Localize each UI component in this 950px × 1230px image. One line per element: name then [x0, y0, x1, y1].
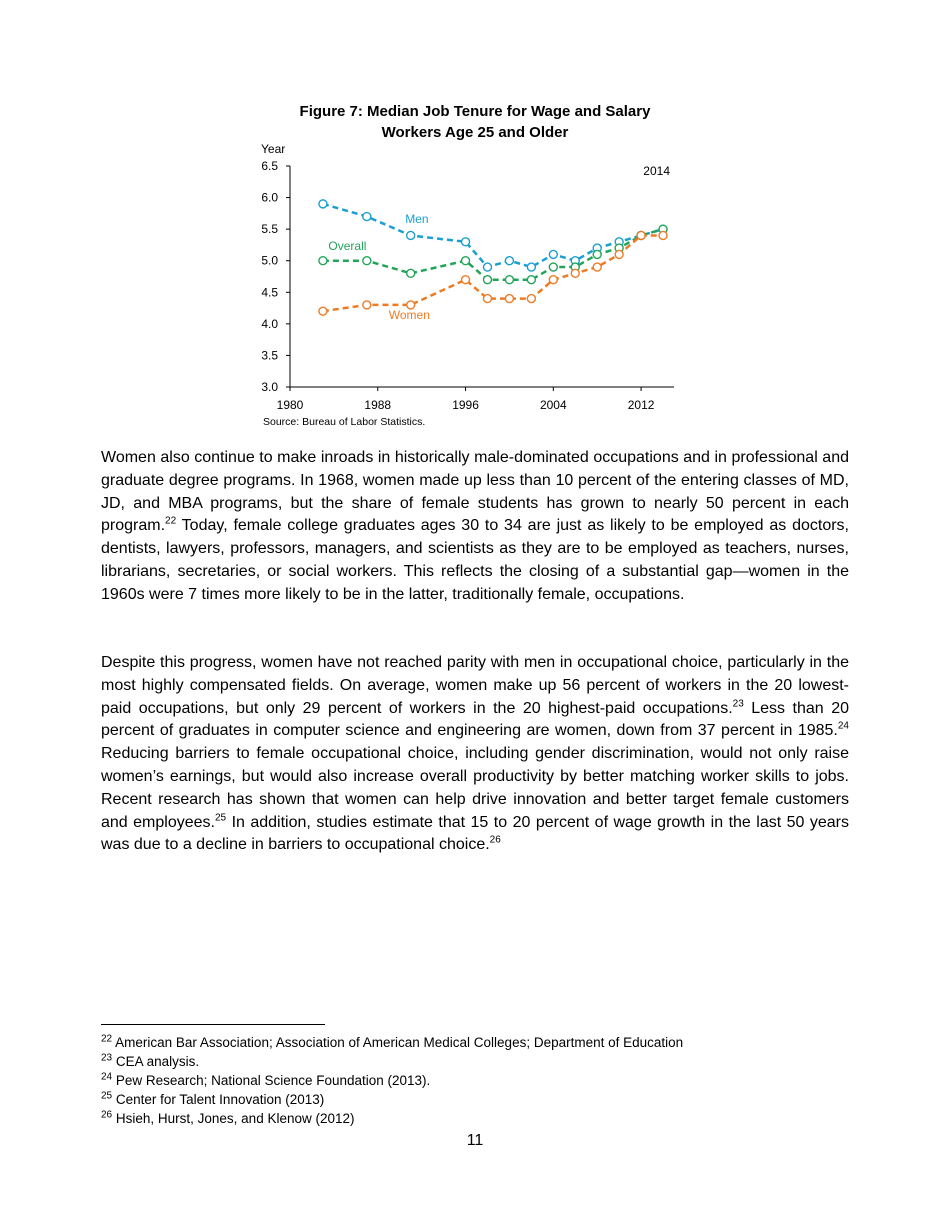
footnote-number: 25 — [101, 1090, 113, 1102]
x-tick-label: 2012 — [627, 398, 655, 412]
paragraph-1-text-2: Today, female college graduates ages 30 to 34 are just as likely to be employed as doctors, dentists, lawyers, professors, managers, and scientists as they are to be employed as teachers, nurses, librarians, secretaries, or social workers. This reflects the closing of a substantial gap—women in the 1960s were 7 times more likely to be in the latter, traditionally female, occupations. — [101, 517, 849, 603]
y-tick-label: 6.0 — [261, 190, 278, 205]
data-point-overall — [462, 257, 470, 265]
footnote-24 — [101, 1072, 430, 1090]
footnote-number: 23 — [101, 1052, 113, 1064]
paragraph-2 — [101, 652, 849, 857]
x-tick-label: 2004 — [539, 398, 567, 412]
footnote-ref-22[interactable]: 22 — [165, 516, 177, 528]
footnote-25 — [101, 1091, 324, 1109]
data-point-women — [571, 269, 579, 277]
x-tick-label: 1980 — [276, 398, 304, 412]
paragraph-1-text-1: Women also continue to make inroads in historically male-dominated occupations and in professional and graduate degree programs. In 1968, women made up less than 10 percent of the entering classes of MD, JD, and MBA programs, but the share of female students has grown to nearly 50 percent in each program. — [101, 449, 849, 535]
data-point-overall — [407, 269, 415, 277]
x-tick-label: 1996 — [452, 398, 479, 412]
data-point-overall — [527, 276, 535, 284]
y-tick-label: 5.0 — [261, 253, 278, 268]
data-point-women — [527, 295, 535, 303]
paragraph-2-text-2: Less than 20 percent of graduates in computer science and engineering are women, down from 37 percent in 1985. — [101, 699, 849, 740]
data-point-women — [483, 295, 491, 303]
data-point-men — [527, 263, 535, 271]
footnote-divider — [101, 1024, 325, 1025]
data-point-women — [637, 231, 645, 239]
data-point-women — [615, 250, 623, 258]
series-label-women: Women — [388, 307, 430, 322]
y-tick-label: 4.5 — [261, 285, 278, 300]
footnote-23 — [101, 1053, 199, 1071]
y-tick-label: 3.5 — [261, 348, 278, 363]
data-point-men — [407, 231, 415, 239]
footnote-number: 22 — [101, 1033, 113, 1045]
series-line-women — [323, 236, 663, 312]
data-point-women — [319, 307, 327, 315]
data-point-women — [505, 295, 513, 303]
figure-title-line-2: Workers Age 25 and Older — [381, 124, 569, 141]
data-point-women — [462, 276, 470, 284]
data-point-women — [593, 263, 601, 271]
y-tick-label: 4.0 — [261, 316, 278, 331]
x-tick-label: 1988 — [364, 398, 392, 412]
footnote-22 — [101, 1034, 683, 1052]
footnote-ref-24[interactable]: 24 — [837, 721, 849, 733]
figure-title — [260, 101, 690, 143]
paragraph-2-text-4: In addition, studies estimate that 15 to 20 percent of wage growth in the last 50 years was due to a decline in barriers to occupational choice. — [101, 813, 849, 854]
data-point-men — [505, 257, 513, 265]
figure-source: Source: Bureau of Labor Statistics. — [263, 416, 426, 428]
data-point-overall — [483, 276, 491, 284]
figure-title-line-1: Figure 7: Median Job Tenure for Wage and Salary — [299, 103, 651, 120]
footnote-text: Hsieh, Hurst, Jones, and Klenow (2012) — [112, 1111, 355, 1126]
data-point-overall — [505, 276, 513, 284]
y-tick-label: 3.0 — [261, 380, 278, 394]
data-point-men — [462, 238, 470, 246]
data-point-overall — [549, 263, 557, 271]
data-point-women — [549, 276, 557, 284]
data-point-overall — [363, 257, 371, 265]
footnote-ref-25[interactable]: 25 — [214, 812, 227, 824]
series-label-men: Men — [405, 211, 429, 226]
data-point-women — [659, 231, 667, 239]
y-tick-label: 5.5 — [261, 222, 278, 237]
data-point-men — [319, 200, 327, 208]
footnote-26 — [101, 1110, 355, 1128]
year-annotation: 2014 — [643, 164, 670, 178]
page-number: 11 — [466, 1132, 484, 1149]
series-label-overall: Overall — [328, 238, 367, 253]
paragraph-2-text-3: Reducing barriers to female occupational choice, including gender discrimination, would not only raise women’s earnings, but would also increase overall productivity by better matching worker skills to jobs. Recent research has shown that women can help drive innovation and better target female customers and employees. — [101, 745, 849, 831]
footnote-text: CEA analysis. — [112, 1054, 200, 1069]
y-tick-label: 6.5 — [261, 159, 278, 173]
tenure-line-chart — [250, 138, 690, 414]
paragraph-1 — [101, 447, 849, 607]
y-axis-label: Year — [261, 142, 286, 156]
footnote-number: 26 — [101, 1109, 113, 1121]
data-point-women — [363, 301, 371, 309]
data-point-men — [363, 213, 371, 221]
footnote-text: Center for Talent Innovation (2013) — [112, 1092, 325, 1107]
footnote-ref-26[interactable]: 26 — [489, 835, 501, 847]
footnote-text: American Bar Association; Association of American Medical Colleges; Department of Education — [112, 1035, 684, 1050]
data-point-men — [549, 250, 557, 258]
data-point-overall — [319, 257, 327, 265]
data-point-overall — [593, 250, 601, 258]
series-line-overall — [323, 229, 663, 280]
data-point-men — [483, 263, 491, 271]
footnote-text: Pew Research; National Science Foundation (2013). — [112, 1073, 431, 1088]
footnote-number: 24 — [101, 1071, 113, 1083]
paragraph-2-text-1: Despite this progress, women have not reached parity with men in occupational choice, particularly in the most highly compensated fields. On average, women make up 56 percent of workers in the 20 lowest-paid occupations, but only 29 percent of workers in the 20 highest-paid occupations. — [101, 654, 849, 717]
footnote-ref-23[interactable]: 23 — [732, 698, 744, 710]
